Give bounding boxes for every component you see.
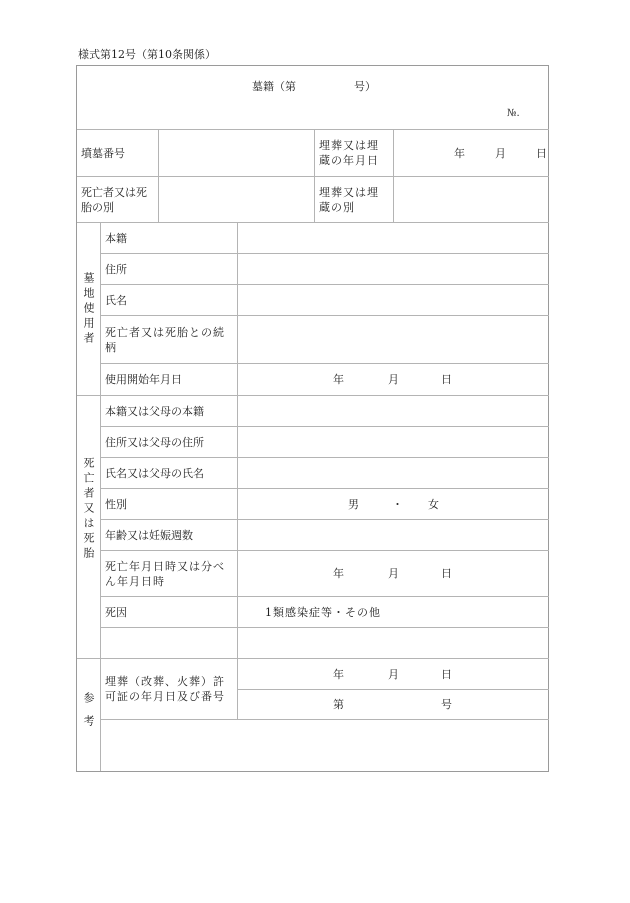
grave-number-field[interactable] <box>159 130 315 177</box>
deceased-row-label: 氏名又は父母の氏名 <box>101 458 238 489</box>
reference-section-label: 参考 <box>77 659 101 771</box>
title-text: 墓籍（第 <box>252 80 296 93</box>
deceased-row-field[interactable] <box>238 628 549 659</box>
permit-year: 年 <box>333 668 344 681</box>
title-suffix: 号） <box>354 80 376 93</box>
permit-label: 埋葬（改葬、火葬）許可証の年月日及び番号 <box>101 659 238 720</box>
permit-month: 月 <box>388 668 399 681</box>
burial-date-year: 年 <box>454 147 465 160</box>
sex-female[interactable]: 女 <box>428 498 439 511</box>
deceased-row-field[interactable] <box>238 427 549 458</box>
burial-date-month: 月 <box>495 147 506 160</box>
death-date-year: 年 <box>333 567 344 580</box>
title-no-label: №. <box>507 108 520 119</box>
burial-date-label: 埋葬又は埋蔵の年月日 <box>315 130 394 177</box>
permit-number-prefix: 第 <box>333 698 344 711</box>
user-row-field[interactable] <box>238 316 549 364</box>
use-start-year: 年 <box>333 373 344 386</box>
use-start-date-field[interactable] <box>238 364 549 396</box>
death-date-day: 日 <box>441 567 452 580</box>
use-start-day: 日 <box>441 373 452 386</box>
deceased-row-label: 本籍又は父母の本籍 <box>101 396 238 427</box>
user-row-label: 本籍 <box>101 223 238 254</box>
user-row-field[interactable] <box>238 223 549 254</box>
grave-number-label: 墳墓番号 <box>77 130 159 177</box>
permit-number-field[interactable] <box>238 690 549 720</box>
deceased-type-field[interactable] <box>159 177 315 223</box>
deceased-type-label: 死亡者又は死胎の別 <box>77 177 159 223</box>
cause-field[interactable] <box>238 597 549 628</box>
form-frame <box>76 65 549 772</box>
permit-date-field[interactable] <box>238 659 549 690</box>
user-section-label: 墓地使用者 <box>77 223 101 396</box>
user-row-label: 住所 <box>101 254 238 285</box>
sex-male[interactable]: 男 <box>348 498 359 511</box>
form-heading: 様式第12号（第10条関係） <box>78 48 216 61</box>
deceased-row-label: 死因 <box>101 597 238 628</box>
deceased-row-field[interactable] <box>238 520 549 551</box>
use-start-month: 月 <box>388 373 399 386</box>
user-row-field[interactable] <box>238 254 549 285</box>
deceased-section-label: 死亡者又は死胎 <box>77 396 101 659</box>
burial-type-label: 埋葬又は埋蔵の別 <box>315 177 394 223</box>
title-block <box>77 66 549 130</box>
deceased-row-label: 性別 <box>101 489 238 520</box>
deceased-row-label <box>101 628 238 659</box>
deceased-row-label: 年齢又は妊娠週数 <box>101 520 238 551</box>
burial-date-field[interactable] <box>394 130 549 177</box>
user-row-field[interactable] <box>238 285 549 316</box>
permit-day: 日 <box>441 668 452 681</box>
burial-date-day: 日 <box>536 147 547 160</box>
deceased-row-label: 住所又は父母の住所 <box>101 427 238 458</box>
deceased-row-field[interactable] <box>238 396 549 427</box>
user-row-label: 死亡者又は死胎との続柄 <box>101 316 238 364</box>
deceased-row-label: 死亡年月日時又は分べん年月日時 <box>101 551 238 597</box>
cause-text: 1類感染症等・その他 <box>265 606 381 619</box>
death-date-field[interactable] <box>238 551 549 597</box>
sex-dot: ・ <box>392 498 403 511</box>
deceased-row-field[interactable] <box>238 458 549 489</box>
user-row-label: 使用開始年月日 <box>101 364 238 396</box>
reference-notes-field[interactable] <box>101 720 549 771</box>
sex-field[interactable] <box>238 489 549 520</box>
permit-number-suffix: 号 <box>441 698 452 711</box>
death-date-month: 月 <box>388 567 399 580</box>
user-row-label: 氏名 <box>101 285 238 316</box>
burial-type-field[interactable] <box>394 177 549 223</box>
